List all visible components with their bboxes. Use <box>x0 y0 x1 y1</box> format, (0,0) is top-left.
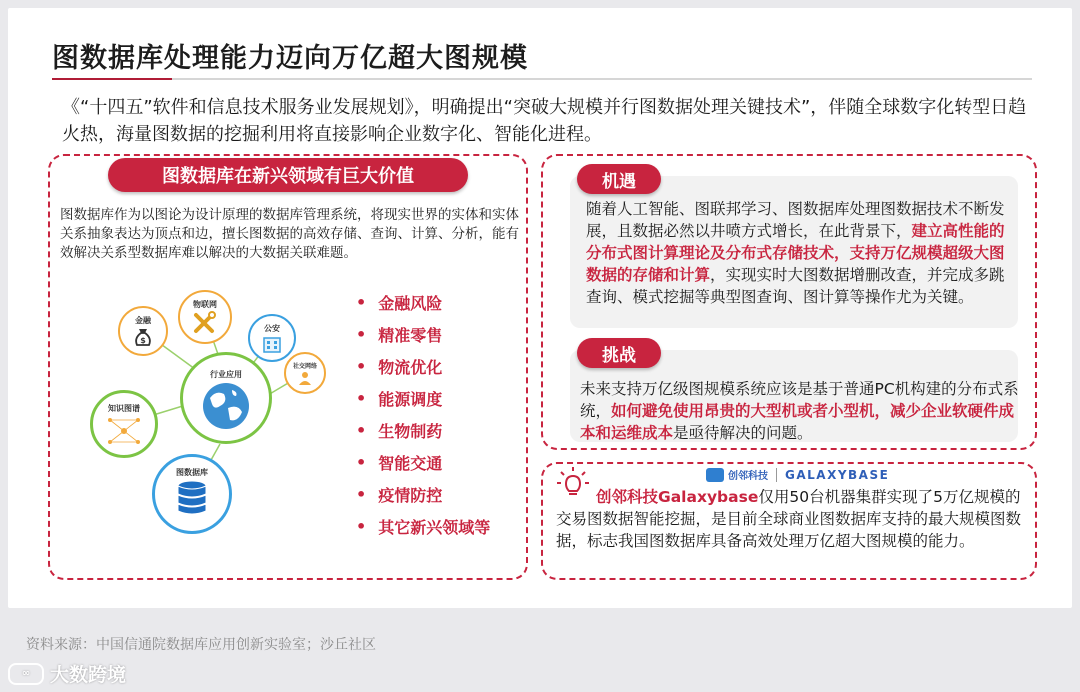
network-graph-icon <box>104 414 144 448</box>
challenge-highlight: 如何避免使用昂贵的大型机或者小型机，减少企业软硬件成本和运维成本 <box>580 402 1015 442</box>
database-icon <box>175 478 209 518</box>
tools-icon <box>191 310 219 336</box>
domain-item: • 精准零售 <box>356 324 443 345</box>
chuanglin-logo-icon <box>706 468 724 482</box>
opportunity-highlight: 建立高性能的分布式图计算理论及分布式存储技术，支持万亿规模超级大图数据的存储和计算 <box>586 222 1005 284</box>
industry-application-node <box>180 352 272 444</box>
security-node <box>248 314 296 362</box>
domain-item: • 能源调度 <box>356 388 443 409</box>
domain-item: • 物流优化 <box>356 356 443 377</box>
intro-paragraph: 《“十四五”软件和信息技术服务业发展规划》，明确提出“突破大规模并行图数据处理关键技术”，伴随全球数字化转型日趋火热，海量图数据的挖掘利用将直接影响企业数字化、智能化进程。 <box>62 97 1027 145</box>
partner-logos <box>706 467 889 482</box>
domain-item: • 智能交通 <box>356 452 443 473</box>
opportunity-heading: 机遇 <box>577 164 661 194</box>
svg-text:$: $ <box>140 335 146 345</box>
security-node-label: 公安 <box>264 323 280 333</box>
domain-item: • 疫情防控 <box>356 484 443 505</box>
building-icon <box>261 334 283 354</box>
opportunity-text: 随着人工智能、图联邦学习、图数据库处理图数据技术不断发展，且数据必然以井喷方式增长，在此背景下，建立高性能的分布式图计算理论及分布式存储技术，支持万亿规模超级大图数据的存储和计算，实现实时大图数据增删改查，并完成多跳查询、模式挖掘等典型图查询、图计算等操作尤为关键。 <box>586 200 1005 306</box>
knowledge-graph-node <box>90 390 158 458</box>
social-network-node <box>284 352 326 394</box>
value-heading: 图数据库在新兴领域有巨大价值 <box>108 158 468 192</box>
challenge-heading: 挑战 <box>577 338 661 368</box>
kg-node-label: 知识图谱 <box>108 404 140 413</box>
brand-logo-icon: ∞ <box>8 663 44 685</box>
industry-node-label: 行业应用 <box>210 370 242 379</box>
db-node-label: 图数据库 <box>176 468 208 477</box>
domain-list <box>356 286 490 542</box>
case-lead: 创邻科技Galaxybase <box>596 488 759 506</box>
iot-node-label: 物联网 <box>193 299 217 309</box>
finance-node <box>118 306 168 356</box>
challenge-text: 未来支持万亿级图规模系统应该是基于普通PC机构建的分布式系统，如何避免使用昂贵的大型机或者小型机，减少企业软硬件成本和运维成本是亟待解决的问题。 <box>580 380 1019 442</box>
source-note: 资料来源：中国信通院数据库应用创新实验室；沙丘社区 <box>26 637 376 653</box>
domain-item: • 金融风险 <box>356 292 443 313</box>
globe-icon <box>198 380 254 432</box>
iot-node <box>178 290 232 344</box>
domain-item: • 其它新兴领域等 <box>356 516 491 537</box>
people-icon <box>296 370 314 386</box>
social-node-label: 社交网络 <box>292 362 317 370</box>
case-text: 创邻科技Galaxybase仅用50台机器集群实现了5万亿规模的交易图数据智能挖掘，是目前全球商业图数据库支持的最大规模图数据，标志我国图数据库具备高效处理万亿超大图规模的能力。 <box>556 488 1022 550</box>
brand-watermark: ∞ 大数跨境 <box>8 660 126 687</box>
chuanglin-logo: 创邻科技 <box>706 467 768 482</box>
graph-db-description: 图数据库作为以图论为设计原理的数据库管理系统，将现实世界的实体和实体关系抽象表达为顶点和边，擅长图数据的高效存储、查询、计算、分析，能有效解决关系型数据库难以解决的大数据关联难题。 <box>60 207 519 261</box>
money-bag-icon <box>132 326 154 348</box>
domain-item: • 生物制药 <box>356 420 443 441</box>
logo-separator <box>776 468 777 482</box>
finance-node-label: 金融 <box>135 315 151 325</box>
graph-database-node <box>152 454 232 534</box>
page-title: 图数据库处理能力迈向万亿超大图规模 <box>52 43 528 74</box>
galaxybase-logo: GALAXYBASE <box>785 467 890 482</box>
